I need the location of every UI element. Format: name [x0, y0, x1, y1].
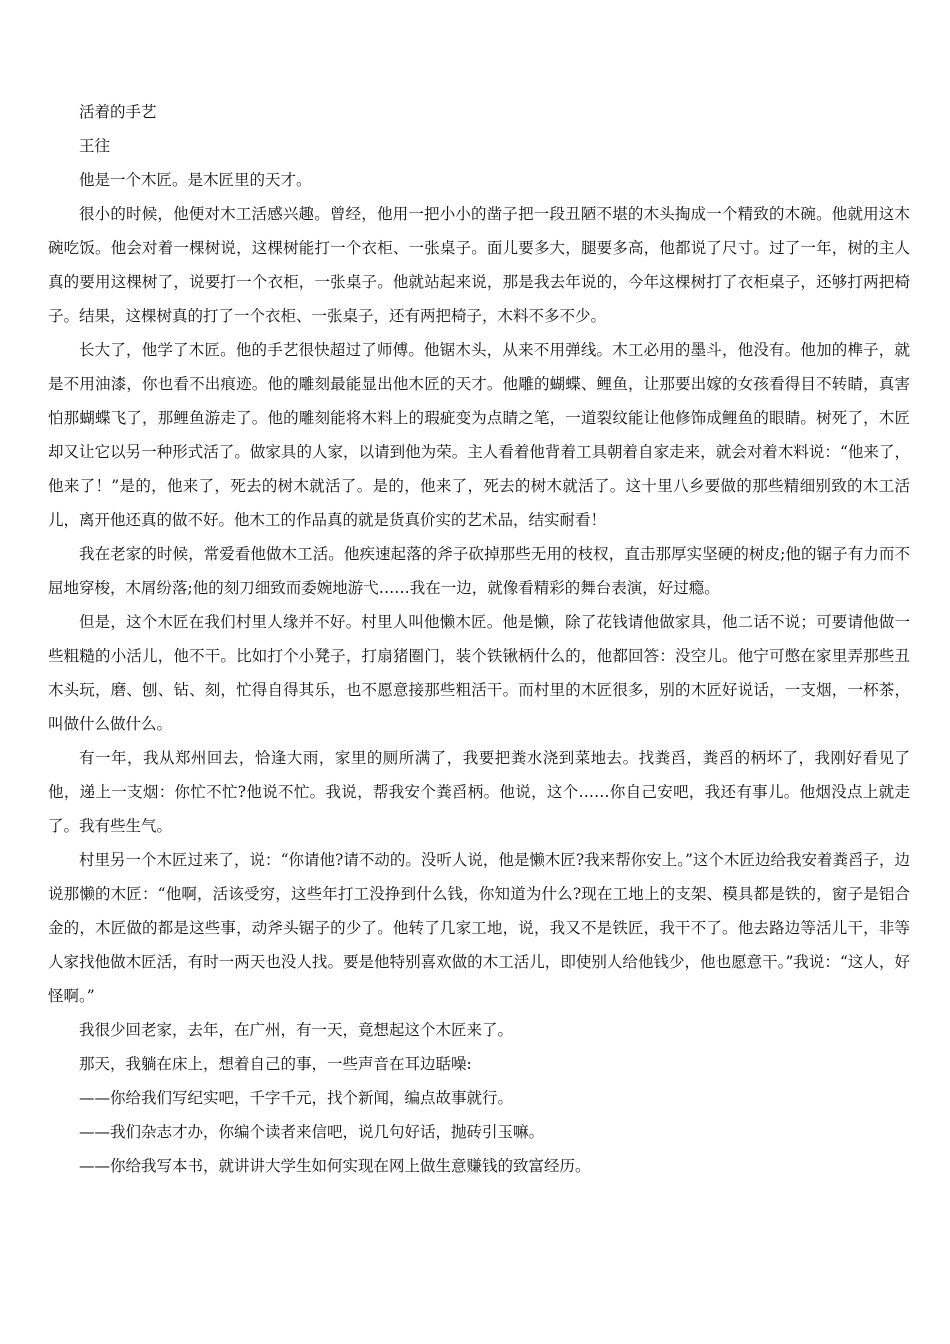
paragraph: 很小的时候，他便对木工活感兴趣。曾经，他用一把小小的凿子把一段丑陋不堪的木头掏成一个精致的木碗。他就用这木碗吃饭。他会对着一棵树说，这棵树能打一个衣柜、一张桌子。面儿要多大，腿要多高，他都说了尺寸。过了一年，树的主人真的要用这棵树了，说要打一个衣柜，一张桌子。他就站起来说，那是我去年说的，今年这棵树打了衣柜桌子，还够打两把椅子。结果，这棵树真的打了一个衣柜、一张桌子，还有两把椅子，木料不多不少。 — [48, 205, 910, 325]
article-title: 活着的手艺 — [79, 103, 157, 121]
paragraph: ——我们杂志才办，你编个读者来信吧，说几句好话，抛砖引玉嘛。 — [79, 1123, 545, 1141]
paragraph: ——你给我们写纪实吧，千字千元，找个新闻，编点故事就行。 — [79, 1089, 514, 1107]
article-body — [48, 95, 910, 1183]
paragraph: 村里另一个木匠过来了，说：“你请他?请不动的。没听人说，他是懒木匠?我来帮你安上。”这个木匠边给我安着粪舀子，边说那懒的木匠：“他啊，活该受穷，这些年打工没挣到什么钱，你知道为什么?现在工地上的支架、模具都是铁的，窗子是铝合金的，木匠做的都是这些事，动斧头锯子的少了。他转了几家工地，说，我又不是铁匠，我干不了。他去路边等活儿干，非等人家找他做木匠活，有时一两天也没人找。要是他特别喜欢做的木工活儿，即使别人给他钱少，他也愿意干。”我说：“这人，好怪啊。” — [48, 851, 910, 1005]
paragraph: 他是一个木匠。是木匠里的天才。 — [79, 171, 312, 189]
paragraph: 我在老家的时候，常爱看他做木工活。他疾速起落的斧子砍掉那些无用的枝杈，直击那厚实坚硬的树皮;他的锯子有力而不屈地穿梭，木屑纷落;他的刻刀细致而委婉地游弋……我在一边，就像看精彩的舞台表演，好过瘾。 — [48, 545, 910, 597]
paragraph: 但是，这个木匠在我们村里人缘并不好。村里人叫他懒木匠。他是懒，除了花钱请他做家具，他二话不说；可要请他做一些粗糙的小活儿，他不干。比如打个小凳子，打扇猪圈门，装个铁锹柄什么的，他都回答：没空儿。他宁可憋在家里弄那些丑木头玩，磨、刨、钻、刻，忙得自得其乐，也不愿意接那些粗活干。而村里的木匠很多，别的木匠好说话，一支烟，一杯茶，叫做什么做什么。 — [48, 613, 910, 733]
paragraph: ——你给我写本书，就讲讲大学生如何实现在网上做生意赚钱的致富经历。 — [79, 1157, 591, 1175]
paragraph: 我很少回老家，去年，在广州，有一天，竟想起这个木匠来了。 — [79, 1021, 514, 1039]
article-author: 王往 — [79, 137, 111, 155]
paragraph: 有一年，我从郑州回去，恰逢大雨，家里的厕所满了，我要把粪水浇到菜地去。找粪舀，粪舀的柄坏了，我刚好看见了他，递上一支烟：你忙不忙?他说不忙。我说，帮我安个粪舀柄。他说，这个……你自己安吧，我还有事儿。他烟没点上就走了。我有些生气。 — [48, 749, 910, 835]
paragraph: 长大了，他学了木匠。他的手艺很快超过了师傅。他锯木头，从来不用弹线。木工必用的墨斗，他没有。他加的榫子，就是不用油漆，你也看不出痕迹。他的雕刻最能显出他木匠的天才。他雕的蝴蝶、鲤鱼，让那要出嫁的女孩看得目不转睛，真害怕那蝴蝶飞了，那鲤鱼游走了。他的雕刻能将木料上的瑕疵变为点睛之笔，一道裂纹能让他修饰成鲤鱼的眼睛。树死了，木匠却又让它以另一种形式活了。做家具的人家，以请到他为荣。主人看着他背着工具朝着自家走来，就会对着木料说：“他来了，他来了！”是的，他来了，死去的树木就活了。是的，他来了，死去的树木就活了。这十里八乡要做的那些精细别致的木工活儿，离开他还真的做不好。他木工的作品真的就是货真价实的艺术品，结实耐看！ — [48, 341, 910, 529]
paragraph: 那天，我躺在床上，想着自己的事，一些声音在耳边聒噪: — [79, 1055, 472, 1073]
